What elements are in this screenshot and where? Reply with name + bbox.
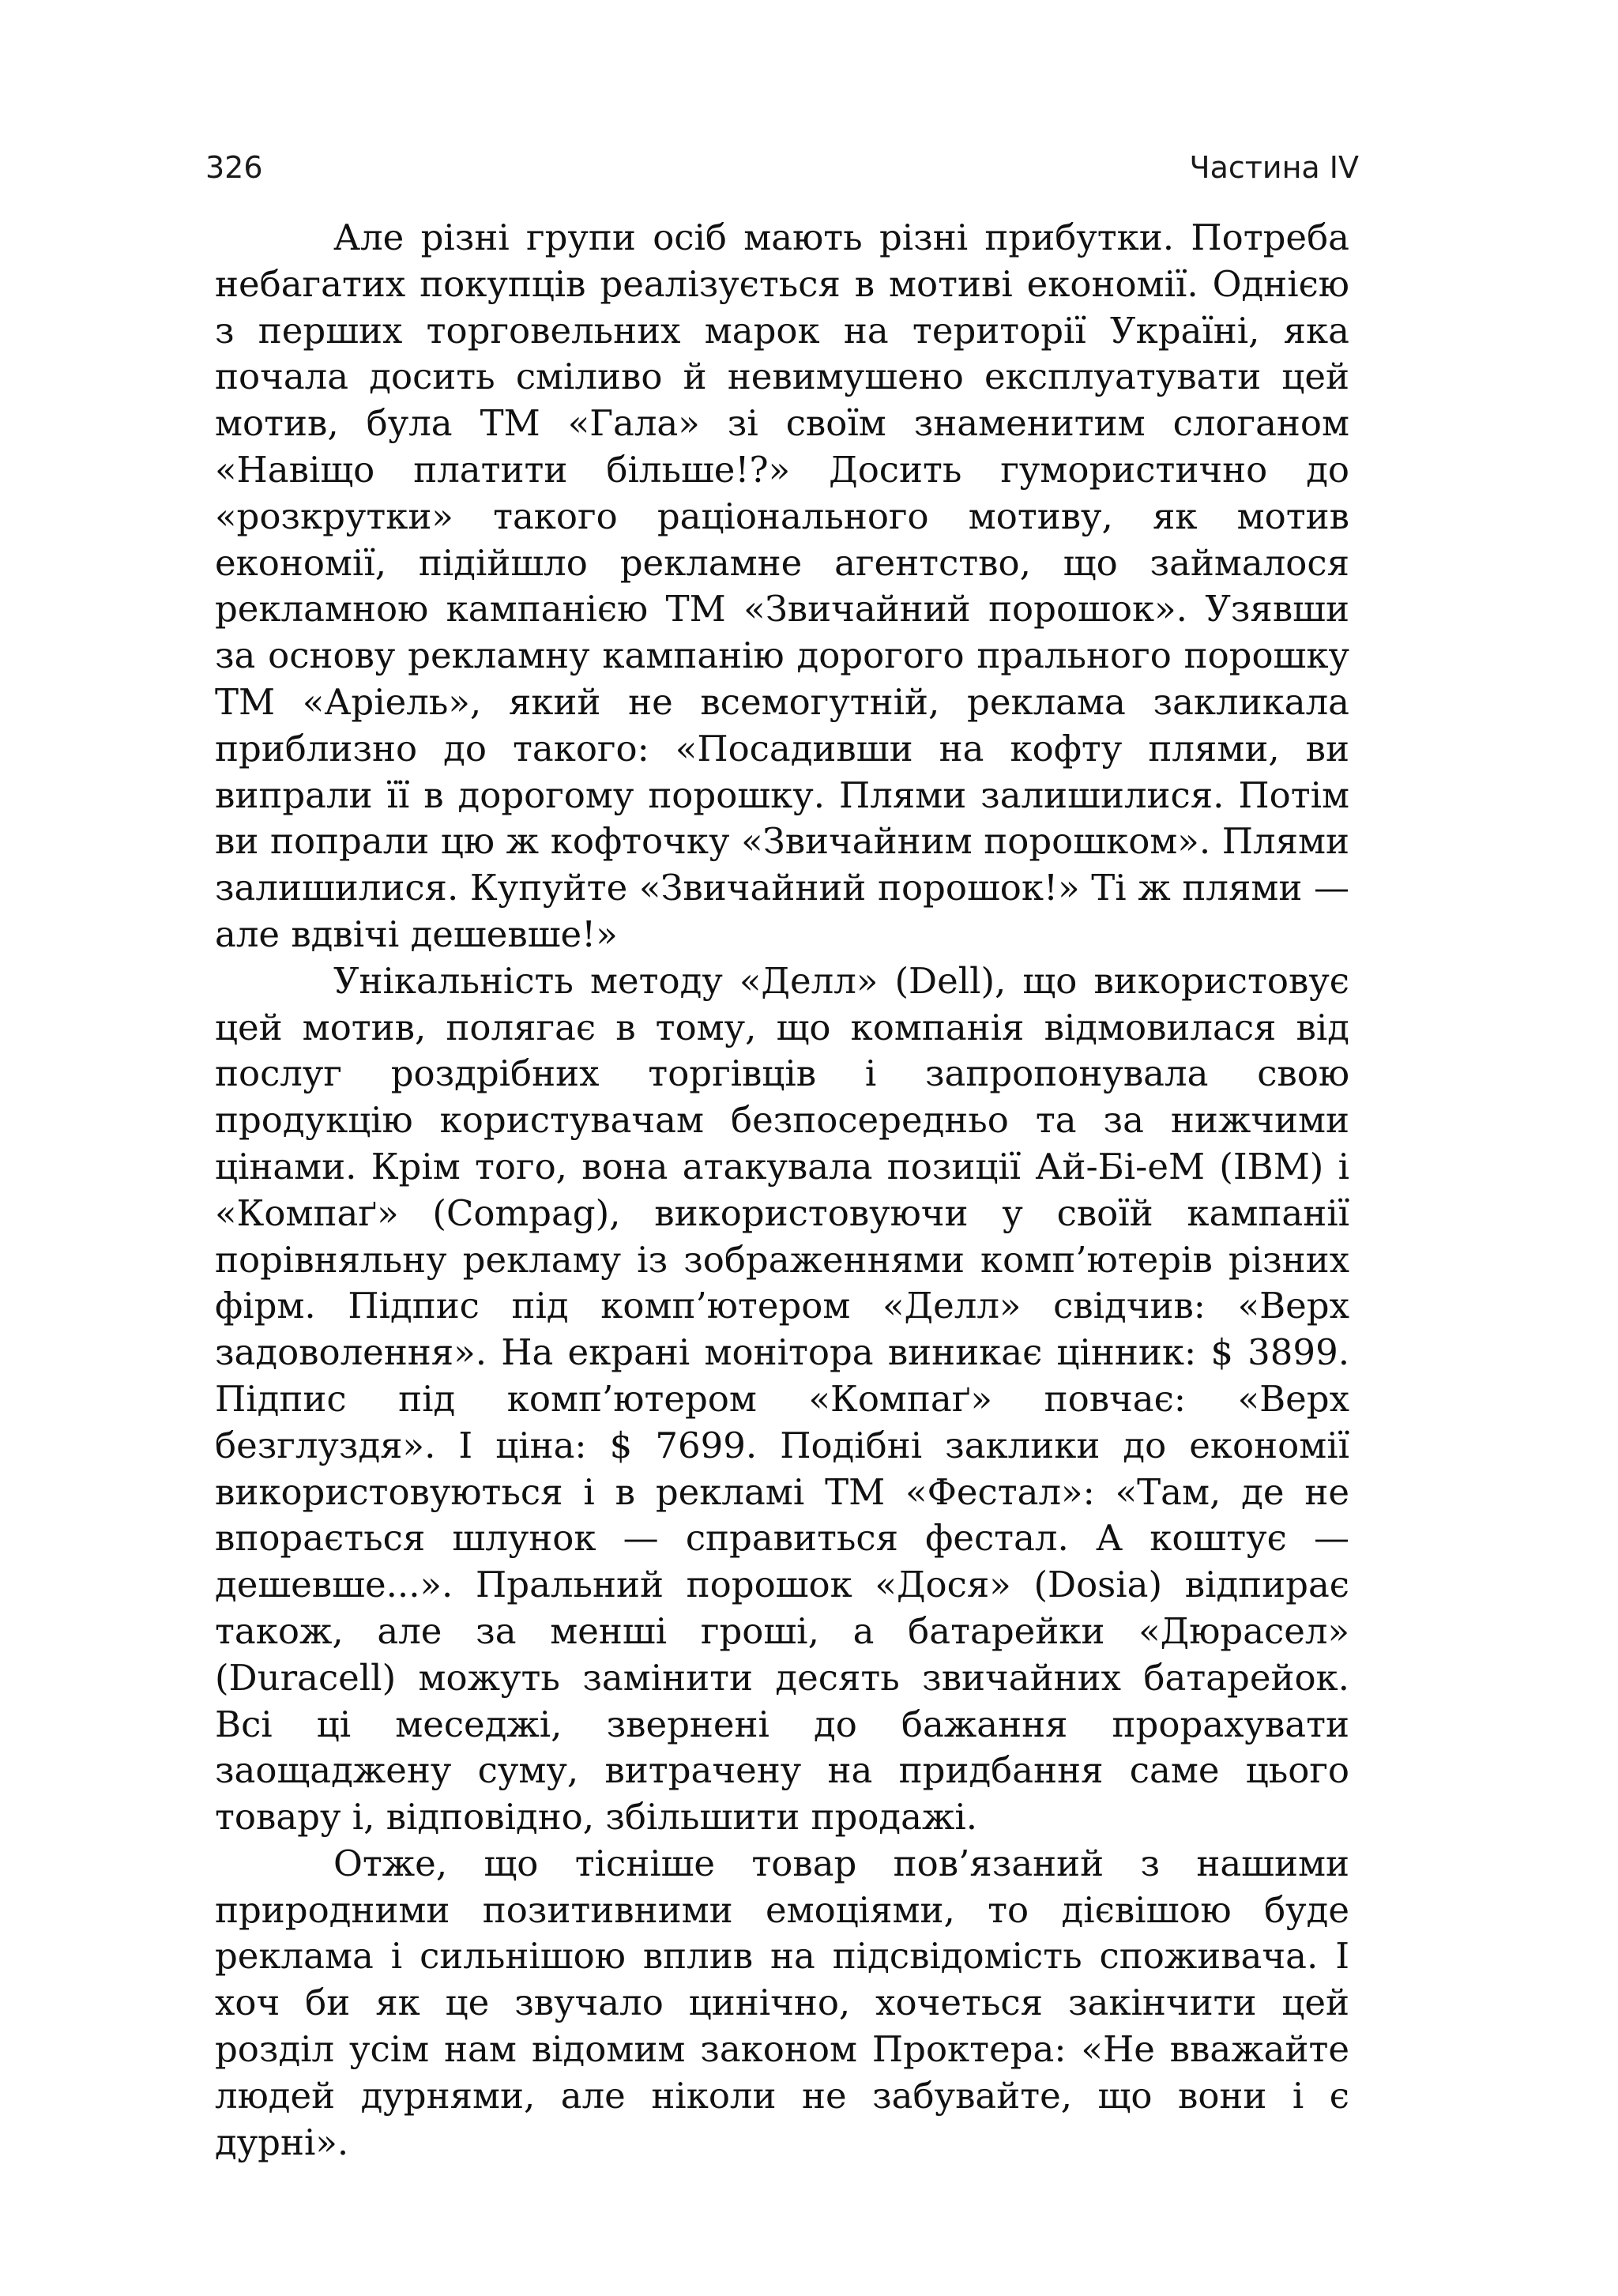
paragraph-economy-motive: Але різні групи осіб мають різні прибутки. Потреба небагатих покупців реалізується в мотиві економії. Однією з перших торговельних марок на території Україні, яка почала досить сміливо й невимушено експлуатувати цей мотив, була ТМ «Гала» зі своїм знаменитим слоганом «Навіщо платити більше!?» Досить гумористично до «розкрутки» такого раціонального мотиву, як мотив економії, підійшло рекламне агентство, що займалося рекламною кампанією ТМ «Звичайний порошок». Узявши за основу рекламну кампанію дорогого прального порошку ТМ «Аріель», який не всемогутній, реклама закликала приблизно до такого: «Посадивши на кофту плями, ви випрали її в дорогому порошку. Плями залишилися. Потім ви попрали цю ж кофточку «Звичайним порошком». Плями залишилися. Купуйте «Звичайний порошок!» Ті ж плями — але вдвічі дешевше!»: [215, 216, 1349, 955]
paragraph-conclusion: Отже, що тісніше товар пов’язаний з нашими природними позитивними емоціями, то дієвішою буде реклама і сильнішою вплив на підсвідомість споживача. І хоч би як це звучало цинічно, хочеться закінчити цей розділ усім нам відомим законом Проктера: «Не вважайте людей дурнями, але ніколи не забувайте, що вони і є дурні».: [215, 1842, 1349, 2163]
page-number: 326: [205, 150, 263, 185]
paragraph-dell-method: Унікальність методу «Делл» (Dell), що використовує цей мотив, полягає в тому, що компанія відмовилася від послуг роздрібних торгівців і запропонувала свою продукцію користувачам безпосередньо та за нижчими цінами. Крім того, вона атакувала позиції Ай-Бі-еМ (IBM) і «Компаґ» (Compag), використовуючи у своїй кампанії порівняльну рекламу із зображеннями комп’ютерів різних фірм. Підпис під комп’ютером «Делл» свідчив: «Верх задоволення». На екрані монітора виникає цінник: $ 3899. Підпис під комп’ютером «Компаґ» повчає: «Верх безглуздя». І ціна: $ 7699. Подібні заклики до економії використовуються і в рекламі ТМ «Фестал»: «Там, де не впорається шлунок — справиться фестал. А коштує — дешевше...». Пральний порошок «Дося» (Dosia) відпирає також, але за менші гроші, а батарейки «Дюрасел» (Duracell) можуть замінити десять звичайних батарейок. Всі ці меседжі, звернені до бажання прорахувати заощаджену суму, витрачену на придбання саме цього товару і, відповідно, збільшити продажі.: [215, 959, 1349, 1839]
section-title: Частина IV: [1189, 150, 1359, 185]
body-text: [215, 215, 1349, 2166]
running-head: [205, 150, 1359, 198]
